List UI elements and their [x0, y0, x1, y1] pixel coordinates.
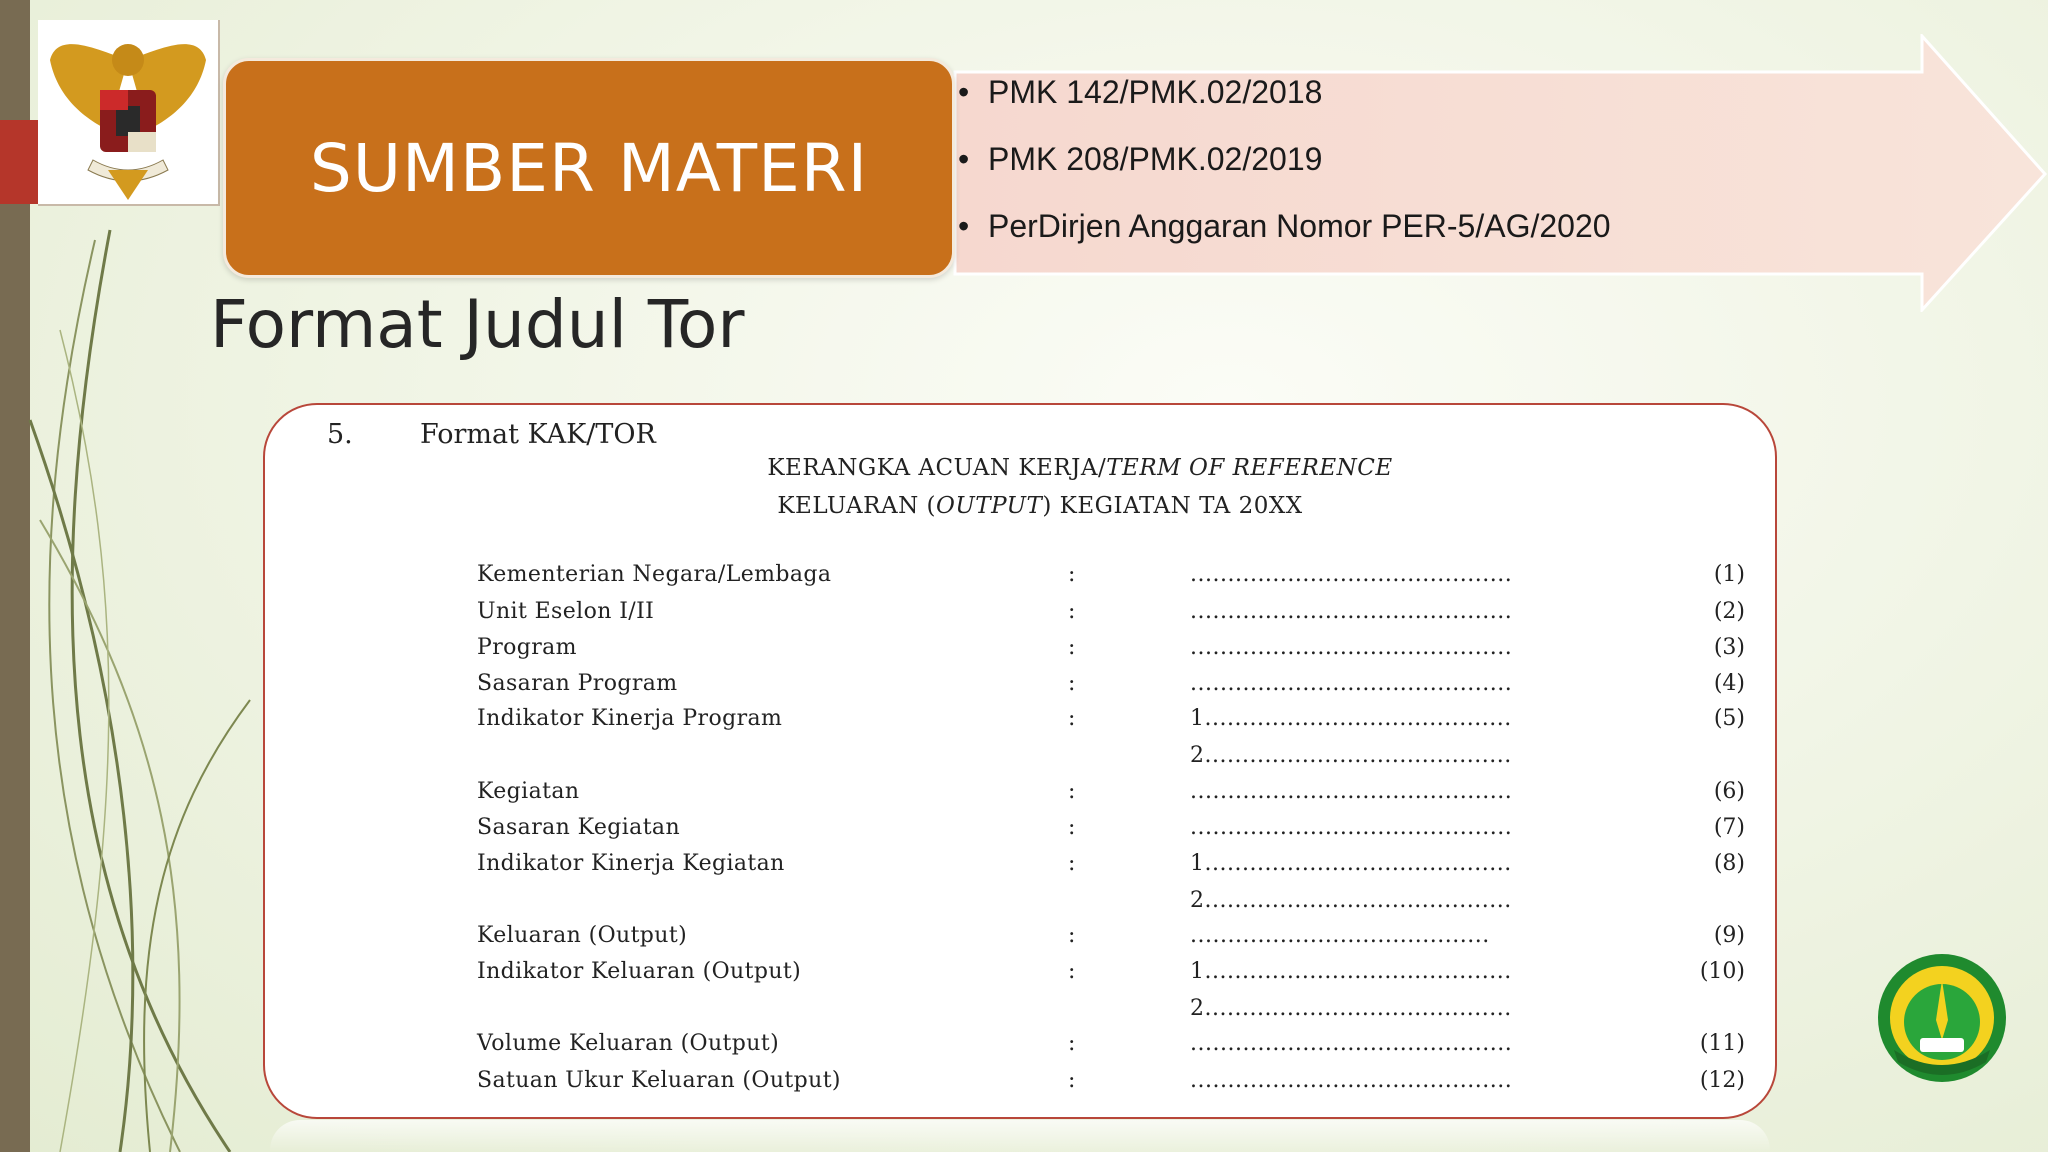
- form-row: [265, 888, 1775, 922]
- row-colon: :: [1068, 599, 1076, 624]
- row-colon: :: [1068, 1031, 1076, 1056]
- row-number: (8): [1713, 851, 1745, 876]
- row-dotted-field: 2.........................................: [1190, 743, 1512, 768]
- row-label: Indikator Kinerja Kegiatan: [477, 851, 785, 876]
- row-label: Kegiatan: [477, 779, 580, 804]
- row-dotted-field: 2.........................................: [1190, 888, 1512, 913]
- row-dotted-field: ...........................................: [1190, 815, 1513, 840]
- form-row: [265, 1068, 1775, 1102]
- row-number: (11): [1699, 1031, 1745, 1056]
- reference-item: • PerDirjen Anggaran Nomor PER-5/AG/2020: [958, 208, 1611, 244]
- row-label: Kementerian Negara/Lembaga: [477, 562, 832, 587]
- row-number: (9): [1713, 923, 1745, 948]
- document-caption-line2: [285, 493, 1777, 519]
- row-dotted-field: ...........................................: [1190, 1068, 1513, 1093]
- row-dotted-field: 1.........................................: [1190, 706, 1512, 731]
- garuda-emblem-icon: [38, 20, 220, 206]
- row-number: (10): [1699, 959, 1745, 984]
- row-colon: :: [1068, 1068, 1076, 1093]
- document-reflection: [270, 1120, 1770, 1152]
- title-box: [223, 58, 955, 278]
- row-label: Program: [477, 635, 577, 660]
- row-number: (7): [1713, 815, 1745, 840]
- row-number: (3): [1713, 635, 1745, 660]
- row-colon: :: [1068, 923, 1076, 948]
- reference-item: • PMK 208/PMK.02/2019: [958, 141, 1323, 177]
- form-row: [265, 779, 1775, 813]
- section-heading: Format Judul Tor: [210, 286, 745, 363]
- caption-italic: TERM OF REFERENCE: [1106, 455, 1393, 481]
- red-accent-bar: [0, 120, 42, 204]
- row-label: Indikator Kinerja Program: [477, 706, 783, 731]
- row-dotted-field: ...........................................: [1190, 671, 1513, 696]
- form-row: [265, 1031, 1775, 1065]
- caption-italic: OUTPUT: [936, 493, 1043, 519]
- form-row: [265, 599, 1775, 633]
- section-title: Format KAK/TOR: [420, 419, 656, 450]
- row-label: Indikator Keluaran (Output): [477, 959, 802, 984]
- form-row: [265, 959, 1775, 993]
- row-dotted-field: ...........................................: [1190, 635, 1513, 660]
- row-label: Unit Eselon I/II: [477, 599, 655, 624]
- row-label: Sasaran Kegiatan: [477, 815, 681, 840]
- form-row: [265, 851, 1775, 885]
- caption-text: ) KEGIATAN TA 20XX: [1042, 493, 1303, 519]
- row-colon: :: [1068, 706, 1076, 731]
- row-dotted-field: ...........................................: [1190, 779, 1513, 804]
- row-colon: :: [1068, 562, 1076, 587]
- row-number: (5): [1713, 706, 1745, 731]
- reference-text: PMK 208/PMK.02/2019: [988, 141, 1323, 177]
- reference-text: PerDirjen Anggaran Nomor PER-5/AG/2020: [988, 208, 1611, 244]
- form-row: [265, 743, 1775, 777]
- row-dotted-field: ...........................................: [1190, 599, 1513, 624]
- row-colon: :: [1068, 815, 1076, 840]
- form-row: [265, 706, 1775, 740]
- section-number: 5.: [327, 419, 353, 450]
- reference-list: [958, 64, 1611, 265]
- university-logo-icon: [1874, 950, 2010, 1086]
- row-colon: :: [1068, 779, 1076, 804]
- row-number: (6): [1713, 779, 1745, 804]
- caption-text: KELUARAN (: [777, 493, 936, 519]
- row-number: (1): [1713, 562, 1745, 587]
- row-dotted-field: 2.........................................: [1190, 996, 1512, 1021]
- tor-format-document: [263, 403, 1777, 1119]
- row-colon: :: [1068, 851, 1076, 876]
- form-row: [265, 923, 1775, 957]
- reference-item: • PMK 142/PMK.02/2018: [958, 74, 1323, 110]
- row-dotted-field: 1.........................................: [1190, 959, 1512, 984]
- row-colon: :: [1068, 671, 1076, 696]
- form-row: [265, 671, 1775, 705]
- form-row: [265, 635, 1775, 669]
- form-row: [265, 562, 1775, 596]
- row-dotted-field: ........................................: [1190, 923, 1490, 948]
- row-label: Volume Keluaran (Output): [477, 1031, 780, 1056]
- row-colon: :: [1068, 959, 1076, 984]
- row-number: (2): [1713, 599, 1745, 624]
- document-caption-line1: [325, 455, 1777, 481]
- reference-text: PMK 142/PMK.02/2018: [988, 74, 1323, 110]
- row-dotted-field: ...........................................: [1190, 562, 1513, 587]
- row-label: Sasaran Program: [477, 671, 678, 696]
- row-label: Keluaran (Output): [477, 923, 688, 948]
- caption-text: KERANGKA ACUAN KERJA/: [767, 455, 1107, 481]
- form-row: [265, 815, 1775, 849]
- row-number: (4): [1713, 671, 1745, 696]
- row-number: (12): [1699, 1068, 1745, 1093]
- slide-title: SUMBER MATERI: [309, 129, 869, 207]
- row-dotted-field: ...........................................: [1190, 1031, 1513, 1056]
- row-dotted-field: 1.........................................: [1190, 851, 1512, 876]
- form-row: [265, 996, 1775, 1030]
- row-colon: :: [1068, 635, 1076, 660]
- row-label: Satuan Ukur Keluaran (Output): [477, 1068, 841, 1093]
